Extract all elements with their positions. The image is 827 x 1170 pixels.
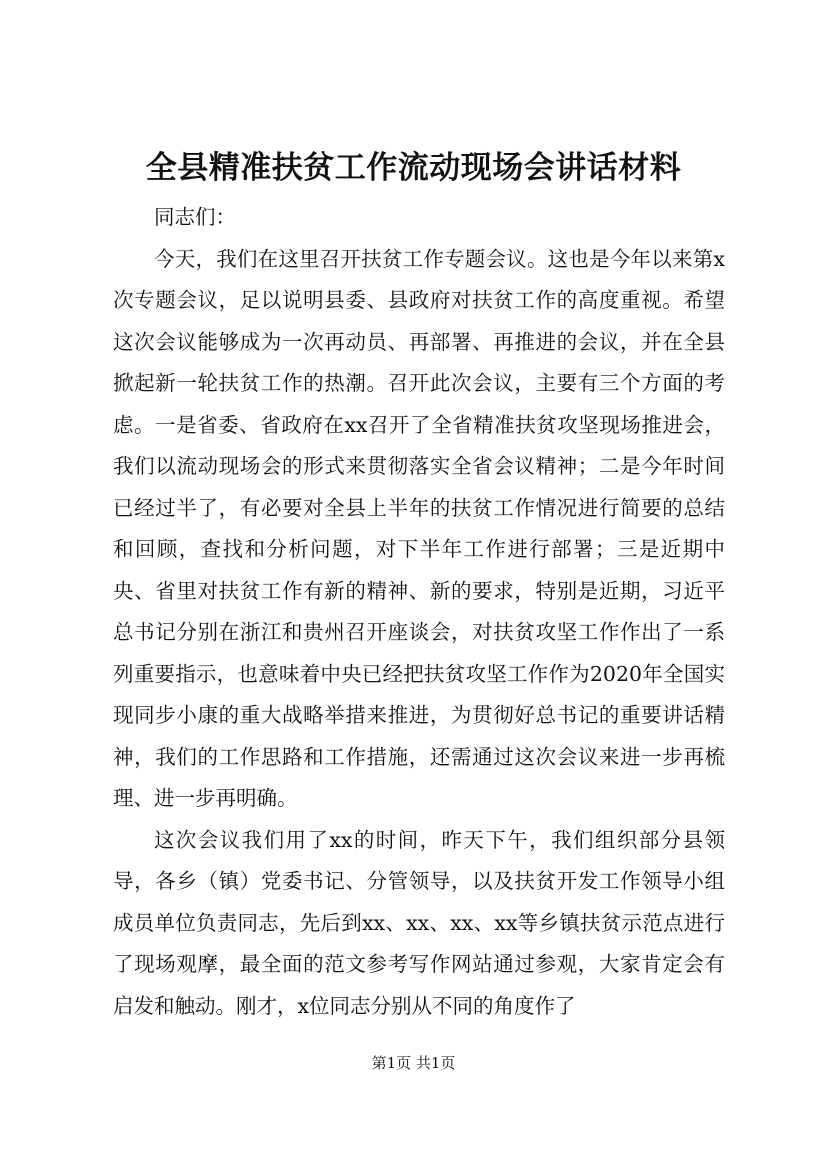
paragraph-2: 这次会议我们用了xx的时间，昨天下午，我们组织部分县领导，各乡（镇）党委书记、分管领导，以及扶贫开发工作领导小组成员单位负责同志，先后到xx、xx、xx、xx等乡镇扶贫示范点进行了现场观摩，最全面的范文参考写作网站通过参观，大家肯定会有启发和触动。刚才，x位同志分别从不同的角度作了 <box>113 827 725 1018</box>
salutation: 同志们： <box>154 205 236 229</box>
document-body <box>113 197 725 1027</box>
document-title: 全县精准扶贫工作流动现场会讲话材料 <box>145 150 682 186</box>
page-footer: 第1页 共1页 <box>371 1054 456 1072</box>
paragraph-1: 今天，我们在这里召开扶贫工作专题会议。这也是今年以来第x次专题会议，足以说明县委、县政府对扶贫工作的高度重视。希望这次会议能够成为一次再动员、再部署、再推进的会议，并在全县掀起新一轮扶贫工作的热潮。召开此次会议，主要有三个方面的考虑。一是省委、省政府在xx召开了全省精准扶贫攻坚现场推进会，我们以流动现场会的形式来贯彻落实全省会议精神；二是今年时间已经过半了，有必要对全县上半年的扶贫工作情况进行简要的总结和回顾，查找和分析问题，对下半年工作进行部署；三是近期中央、省里对扶贫工作有新的精神、新的要求，特别是近期，习近平总书记分别在浙江和贵州召开座谈会，对扶贫攻坚工作作出了一系列重要指示，也意味着中央已经把扶贫攻坚工作作为2020年全国实现同步小康的重大战略举措来推进，为贯彻好总书记的重要讲话精神，我们的工作思路和工作措施，还需通过这次会议来进一步再梳理、进一步再明确。 <box>113 246 725 810</box>
